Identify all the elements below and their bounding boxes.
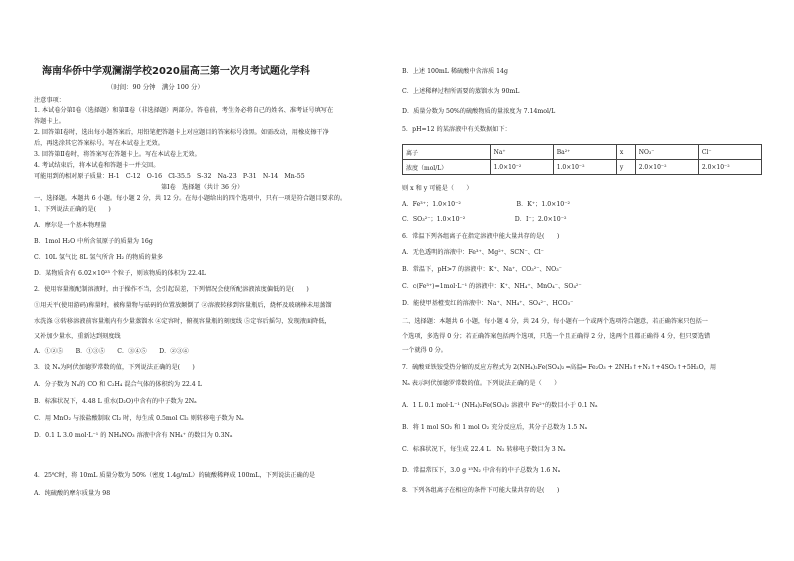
table-cell: NO₃⁻ <box>635 145 698 160</box>
text-line: 4. 考试结束后，将本试卷和答题卡一并交回。 <box>34 162 160 169</box>
text-line: 一个就得 0 分。 <box>402 347 447 354</box>
option: D．质量分数为 50%的硫酸物质的量浓度为 7.14mol/L <box>402 108 556 115</box>
text-line: 又补加少量水，重新达到刻度线 <box>34 333 121 340</box>
table-header-row <box>403 145 762 160</box>
question: 6．常温下列各组离子在指定溶液中能大量共存的是( ) <box>402 233 560 240</box>
ion-concentration-table <box>402 144 762 175</box>
option: B．上述 100mL 稀硫酸中含溶质 14g <box>402 68 508 75</box>
table-row <box>403 160 762 175</box>
option: C．用 MnO₂ 与浓盐酸制取 Cl₂ 时，每生成 0.5mol Cl₂ 则转移电子数为 Nₐ <box>34 415 244 422</box>
text-line: 则 x 和 y 可能是（ ） <box>402 185 473 192</box>
text-line: 可能用到的相对原子质量：H-1 C-12 O-16 Cl-35.5 S-32 Na-23 P-31 N-14 Mn-55 <box>34 173 305 180</box>
page-title: 海南华侨中学观澜湖学校2020届高三第一次月考试题化学科 <box>42 66 310 77</box>
option: A．纯硫酸的摩尔质量为 98 <box>34 490 111 497</box>
text-line: 个选项，多选得 0 分；若正确答案包括两个选项，只选一个且正确得 2 分，选两个且都正确得 4 分，但只要选错 <box>402 333 711 340</box>
table-cell: Ba²⁺ <box>553 145 616 160</box>
table-cell: 2.0×10⁻² <box>635 160 698 175</box>
option: A．Fe³⁺；1.0×10⁻² B．K⁺；1.0×10⁻² <box>402 201 570 208</box>
option: A．分子数为 Nₐ的 CO 和 C₂H₄ 混合气体的体积约为 22.4 L <box>34 381 202 388</box>
text-line: 注意事项： <box>34 97 65 104</box>
table-cell: 浓度（mol/L） <box>403 160 491 175</box>
table-cell: 1.0×10⁻² <box>490 160 553 175</box>
question: 4．25℃时，将 10mL 质量分数为 50%（密度 1.4g/mL）的硫酸稀释成 100mL，下列说法正确的是 <box>34 472 316 479</box>
option: B．将 1 mol SO₂ 和 1 mol O₂ 充分反应后，其分子总数为 1.5 Nₐ <box>402 424 588 431</box>
option: A．①②⑤ B．①③⑤ C．③④⑤ D．②③④ <box>34 348 189 355</box>
text-line: 答题卡上。 <box>34 118 65 125</box>
text-line: 后，再选涂其它答案标号。写在本试卷上无效。 <box>34 140 164 147</box>
table-cell: 离子 <box>403 145 491 160</box>
table-cell: 1.0×10⁻² <box>553 160 616 175</box>
option: D．能使甲基橙变红的溶液中：Na⁺、NH₄⁺、SO₄²⁻、HCO₃⁻ <box>402 300 574 307</box>
question: 8．下列各组离子在相应的条件下可能大量共存的是( ) <box>402 487 560 494</box>
text-line: 1. 本试卷分第Ⅰ卷（选择题）和第Ⅱ卷（非选择题）两部分。答卷前，考生务必将自己的姓名、准考证号填写在 <box>34 107 334 114</box>
option: A．1 L 0.1 mol·L⁻¹ (NH₄)₂Fe(SO₄)₂ 溶液中 Fe²⁺的数目小于 0.1 Nₐ <box>402 402 598 409</box>
option: D．某物质含有 6.02×10²³ 个粒子，则该物质的体积为 22.4L <box>34 270 206 277</box>
option: C．上述稀释过程所需要的蒸馏水为 90mL <box>402 88 520 95</box>
table-cell: x <box>616 145 635 160</box>
option: D．0.1 L 3.0 mol·L⁻¹ 的 NH₄NO₃ 溶液中含有 NH₄⁺ 的数目为 0.3Nₐ <box>34 432 233 439</box>
text-line: Nₐ 表示阿伏加德罗常数的值。下列说法正确的是（ ） <box>402 380 561 387</box>
question: 5．pH=12 的某溶液中有关数据如下： <box>402 126 511 133</box>
table-cell: Cl⁻ <box>698 145 761 160</box>
question: 2．使用容量瓶配制溶液时，由于操作不当，会引起误差，下列情况会使所配溶液浓度偏低的是( ) <box>34 286 309 293</box>
option: C．SO₃²⁻；1.0×10⁻² D．I⁻；2.0×10⁻² <box>402 216 567 223</box>
section-heading: 第Ⅰ卷 选择题（共计 36 分） <box>161 184 244 191</box>
text-line: 3. 回答第Ⅱ卷时，将答案写在答题卡上。写在本试卷上无效。 <box>34 151 201 158</box>
option: B．常温下，pH>7 的溶液中：K⁺、Na⁺、CO₃²⁻、NO₃⁻ <box>402 266 562 273</box>
text-line: 一、选择题。本题共 6 小题。每小题 2 分，共 12 分。在每小题给出的四个选项中，只有一项是符合题目要求的。 <box>34 195 347 202</box>
option: A．摩尔是一个基本物理量 <box>34 222 107 229</box>
option: D．常温常压下，3.0 g ¹⁵N₂ 中含有的中子总数为 1.6 Nₐ <box>402 467 561 474</box>
option: C．标准状况下，每生成 22.4 L N₂ 转移电子数目为 3 Nₐ <box>402 446 566 453</box>
text-line: 水洗涤 ③转移溶液前容量瓶内有少量蒸馏水 ④定容时，俯视容量瓶的刻度线 ⑤定容后摇匀，发现液面降低， <box>34 318 331 325</box>
option: A．无色透明的溶液中：Fe³⁺、Mg²⁺、SCN⁻、Cl⁻ <box>402 249 544 256</box>
option: C．10L 氢气比 8L 氢气所含 H₂ 的物质的量多 <box>34 254 164 261</box>
section-heading: 二、选择题：本题共 6 小题，每小题 4 分，共 24 分，每小题有一个或两个选项符合题意，若正确答案只包括一 <box>402 318 708 325</box>
table-cell: 2.0×10⁻² <box>698 160 761 175</box>
time-info: （时间：90 分钟 满分 100 分） <box>107 83 204 91</box>
question: 1、下列说法正确的是( ) <box>34 206 111 213</box>
text-line: ①用天平(使用游码)称量时，被称量物与砝码的位置放颠倒了 ②溶液转移到容量瓶后，烧杯及玻璃棒未用蒸馏 <box>34 302 332 309</box>
text-line: 2. 回答第Ⅰ卷时，选出每小题答案后，用铅笔把答题卡上对应题目的答案标号涂黑。如需改动，用橡皮擦干净 <box>34 129 329 136</box>
question: 3．设 Nₐ为阿伏加德罗常数的值，下列说法正确的是( ) <box>34 364 195 371</box>
option: C．c(Fe³⁺)=1mol·L⁻¹ 的溶液中：K⁺、NH₄⁺、MnO₄⁻、SO₄²⁻ <box>402 283 582 290</box>
option: B．标准状况下，4.48 L 重水(D₂O)中含有的中子数为 2Nₐ <box>34 398 197 405</box>
table-cell: Na⁺ <box>490 145 553 160</box>
option: B．1mol H₂O 中所含氧原子的质量为 16g <box>34 238 153 245</box>
question: 7．硫酸亚铁铵受热分解的反应方程式为 2(NH₄)₂Fe(SO₄)₂ ═高温═ Fe₂O₃ + 2NH₃↑+N₂↑+4SO₂↑+5H₂O，用 <box>402 364 717 371</box>
table-cell: y <box>616 160 635 175</box>
